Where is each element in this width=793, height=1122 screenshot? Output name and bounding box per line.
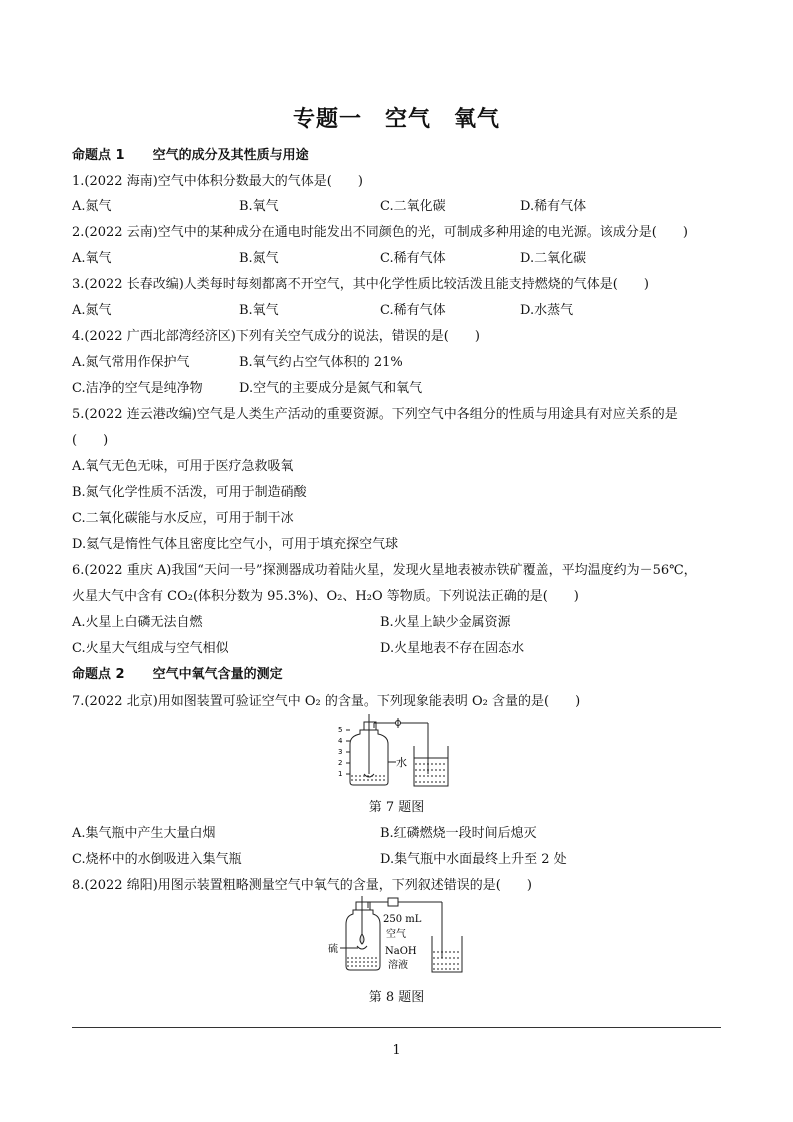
- option-b: B.红磷燃烧一段时间后熄灭: [380, 826, 537, 841]
- footer-divider: [72, 1027, 721, 1028]
- beaker: [414, 746, 448, 786]
- option-b: B.氧气: [239, 303, 279, 318]
- section-heading-1: [72, 144, 309, 163]
- question-stem-continued: ( ): [72, 433, 109, 448]
- page-title: 专题一 空气 氧气: [292, 107, 500, 132]
- option-d: D.空气的主要成分是氮气和氧气: [239, 381, 423, 396]
- section-heading-2: [72, 663, 283, 682]
- option-a: A.氧气无色无味，可用于医疗急救吸氧: [72, 459, 294, 474]
- volume-label: 250 mL: [383, 914, 422, 925]
- option-c: C.烧杯中的水倒吸进入集气瓶: [72, 852, 242, 867]
- question-stem: 4.(2022 广西北部湾经济区)下列有关空气成分的说法，错误的是( ): [72, 329, 480, 344]
- option-a: A.火星上白磷无法自燃: [72, 615, 203, 630]
- option-a: A.氧气: [72, 251, 112, 266]
- option-c: C.洁净的空气是纯净物: [72, 381, 203, 396]
- figure-8-caption: 第 8 题图: [368, 990, 425, 1005]
- question-stem: 3.(2022 长春改编)人类每时每刻都离不开空气，其中化学性质比较活泼且能支持燃烧的气体是( ): [72, 277, 649, 292]
- water-label: 水: [396, 756, 407, 769]
- option-d: D.稀有气体: [520, 199, 587, 214]
- question-stem: 6.(2022 重庆 A)我国“天问一号”探测器成功着陆火星，发现火星地表被赤铁矿覆盖，平均温度约为－56℃，: [72, 563, 697, 578]
- figure-7-caption: 第 7 题图: [368, 800, 425, 815]
- option-c: C.二氧化碳能与水反应，可用于制干冰: [72, 511, 294, 526]
- section-name: 空气的成分及其性质与用途: [152, 148, 309, 163]
- scale-label: 3: [338, 748, 343, 756]
- solution-label: 溶液: [388, 960, 408, 971]
- section-number: 命题点 1: [72, 148, 125, 163]
- option-a: A.氮气常用作保护气: [72, 355, 190, 370]
- combustion-spoon: [357, 946, 367, 949]
- question-stem-continued: 火星大气中含有 CO₂(体积分数为 95.3%)、O₂、H₂O 等物质。下列说法正确的是( ): [72, 589, 579, 604]
- question-stem: 2.(2022 云南)空气中的某种成分在通电时能发出不同颜色的光，可制成多种用途的电光源。该成分是( ): [72, 225, 688, 240]
- question-stem: 1.(2022 海南)空气中体积分数最大的气体是( ): [72, 174, 363, 189]
- sulfur-label: 硫: [328, 944, 338, 955]
- question-stem: 7.(2022 北京)用如图装置可验证空气中 O₂ 的含量。下列现象能表明 O₂ 含量的是( ): [72, 694, 581, 709]
- page-number: 1: [392, 1043, 401, 1058]
- option-c: C.稀有气体: [380, 251, 446, 266]
- scale-label: 2: [338, 759, 343, 767]
- section-number: 命题点 2: [72, 667, 125, 682]
- option-d: D.氦气是惰性气体且密度比空气小，可用于填充探空气球: [72, 537, 399, 552]
- option-c: C.火星大气组成与空气相似: [72, 641, 229, 656]
- option-b: B.氮气: [239, 251, 279, 266]
- flame-icon: [360, 934, 364, 944]
- option-b: B.氮气化学性质不活泼，可用于制造硝酸: [72, 485, 307, 500]
- figure-8-apparatus: [328, 896, 468, 978]
- option-d: D.集气瓶中水面最终上升至 2 处: [380, 852, 567, 867]
- scale-label: 1: [338, 770, 343, 778]
- question-stem: 5.(2022 连云港改编)空气是人类生产活动的重要资源。下列空气中各组分的性质与用途具有对应关系的是: [72, 407, 678, 422]
- section-name: 空气中氧气含量的测定: [152, 667, 283, 682]
- option-b: B.氧气约占空气体积的 21%: [239, 355, 403, 370]
- option-c: C.稀有气体: [380, 303, 446, 318]
- option-d: D.火星地表不存在固态水: [380, 641, 525, 656]
- naoh-label: NaOH: [385, 946, 417, 957]
- scale-label: 5: [338, 726, 343, 734]
- air-label: 空气: [386, 929, 406, 940]
- option-a: A.氮气: [72, 303, 112, 318]
- option-c: C.二氧化碳: [380, 199, 446, 214]
- option-a: A.集气瓶中产生大量白烟: [72, 826, 216, 841]
- option-a: A.氮气: [72, 199, 112, 214]
- beaker: [432, 936, 462, 972]
- option-d: D.水蒸气: [520, 303, 574, 318]
- question-stem: 8.(2022 绵阳)用图示装置粗略测量空气中氧气的含量，下列叙述错误的是( ): [72, 878, 532, 893]
- scale-label: 4: [338, 737, 343, 745]
- option-b: B.氧气: [239, 199, 279, 214]
- option-d: D.二氧化碳: [520, 251, 587, 266]
- clamp: [388, 898, 398, 906]
- option-b: B.火星上缺少金属资源: [380, 615, 511, 630]
- figure-7-apparatus: [336, 714, 461, 790]
